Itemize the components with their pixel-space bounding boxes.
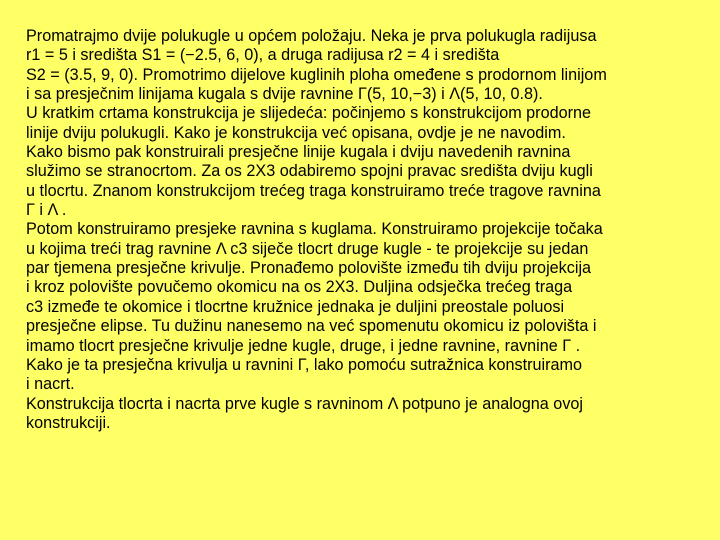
text-line: S2 = (3.5, 9, 0). Promotrimo dijelove kuglinih ploha omeđene s prodornom linijom xyxy=(26,65,607,84)
text-line: konstrukciji. xyxy=(26,413,111,432)
text-line: par tjemena presječne krivulje. Pronađemo polovište između tih dviju projekcija xyxy=(26,259,592,278)
text-line: u kojima treći trag ravnine Λ c3 siječe tlocrt druge kugle - te projekcije su jedan xyxy=(26,239,589,258)
text-line: U kratkim crtama konstrukcija je slijedeća: počinjemo s konstrukcijom prodorne xyxy=(26,104,591,123)
text-line: i kroz polovište povučemo okomicu na os 2X3. Duljina odsječka trećeg traga xyxy=(26,278,573,297)
text-line: Kako bismo pak konstruirali presječne linije kugala i dviju navedenih ravnina xyxy=(26,143,571,162)
text-line: Potom konstruiramo presjeke ravnina s kuglama. Konstruiramo projekcije točaka xyxy=(26,220,603,239)
text-line: imamo tlocrt presječne krivulje jedne kugle, druge, i jedne ravnine, ravnine Γ . xyxy=(26,336,581,355)
text-line: i nacrt. xyxy=(26,375,75,394)
text-line: r1 = 5 i središta S1 = (−2.5, 6, 0), a druga radijusa r2 = 4 i središta xyxy=(26,46,500,65)
text-line: Kako je ta presječna krivulja u ravnini Γ, lako pomoću sutražnica konstruiramo xyxy=(26,355,582,374)
text-line: c3 izmeđe te okomice i tlocrtne kružnice jednaka je duljini preostale poluosi xyxy=(26,297,565,316)
text-line: presječne elipse. Tu dužinu nanesemo na već spomenutu okomicu iz polovišta i xyxy=(26,317,597,336)
text-line: i sa presječnim linijama kugala s dvije ravnine Γ(5, 10,−3) i Λ(5, 10, 0.8). xyxy=(26,85,543,104)
text-line: Promatrajmo dvije polukugle u općem položaju. Neka je prva polukugla radijusa xyxy=(26,27,597,45)
text-line: služimo se stranocrtom. Za os 2X3 odabiremo spojni pravac središta dviju kugli xyxy=(26,162,593,181)
text-line: Konstrukcija tlocrta i nacrta prve kugle s ravninom Λ potpuno je analogna ovoj xyxy=(26,394,584,413)
text-line: u tlocrtu. Znanom konstrukcijom trećeg traga konstruiramo treće tragove ravnina xyxy=(26,181,601,200)
slide-text-block xyxy=(26,27,706,433)
text-line: linije dviju polukugli. Kako je konstrukcija već opisana, ovdje je ne navodim. xyxy=(26,123,566,142)
text-line: Γ i Λ . xyxy=(26,201,67,220)
